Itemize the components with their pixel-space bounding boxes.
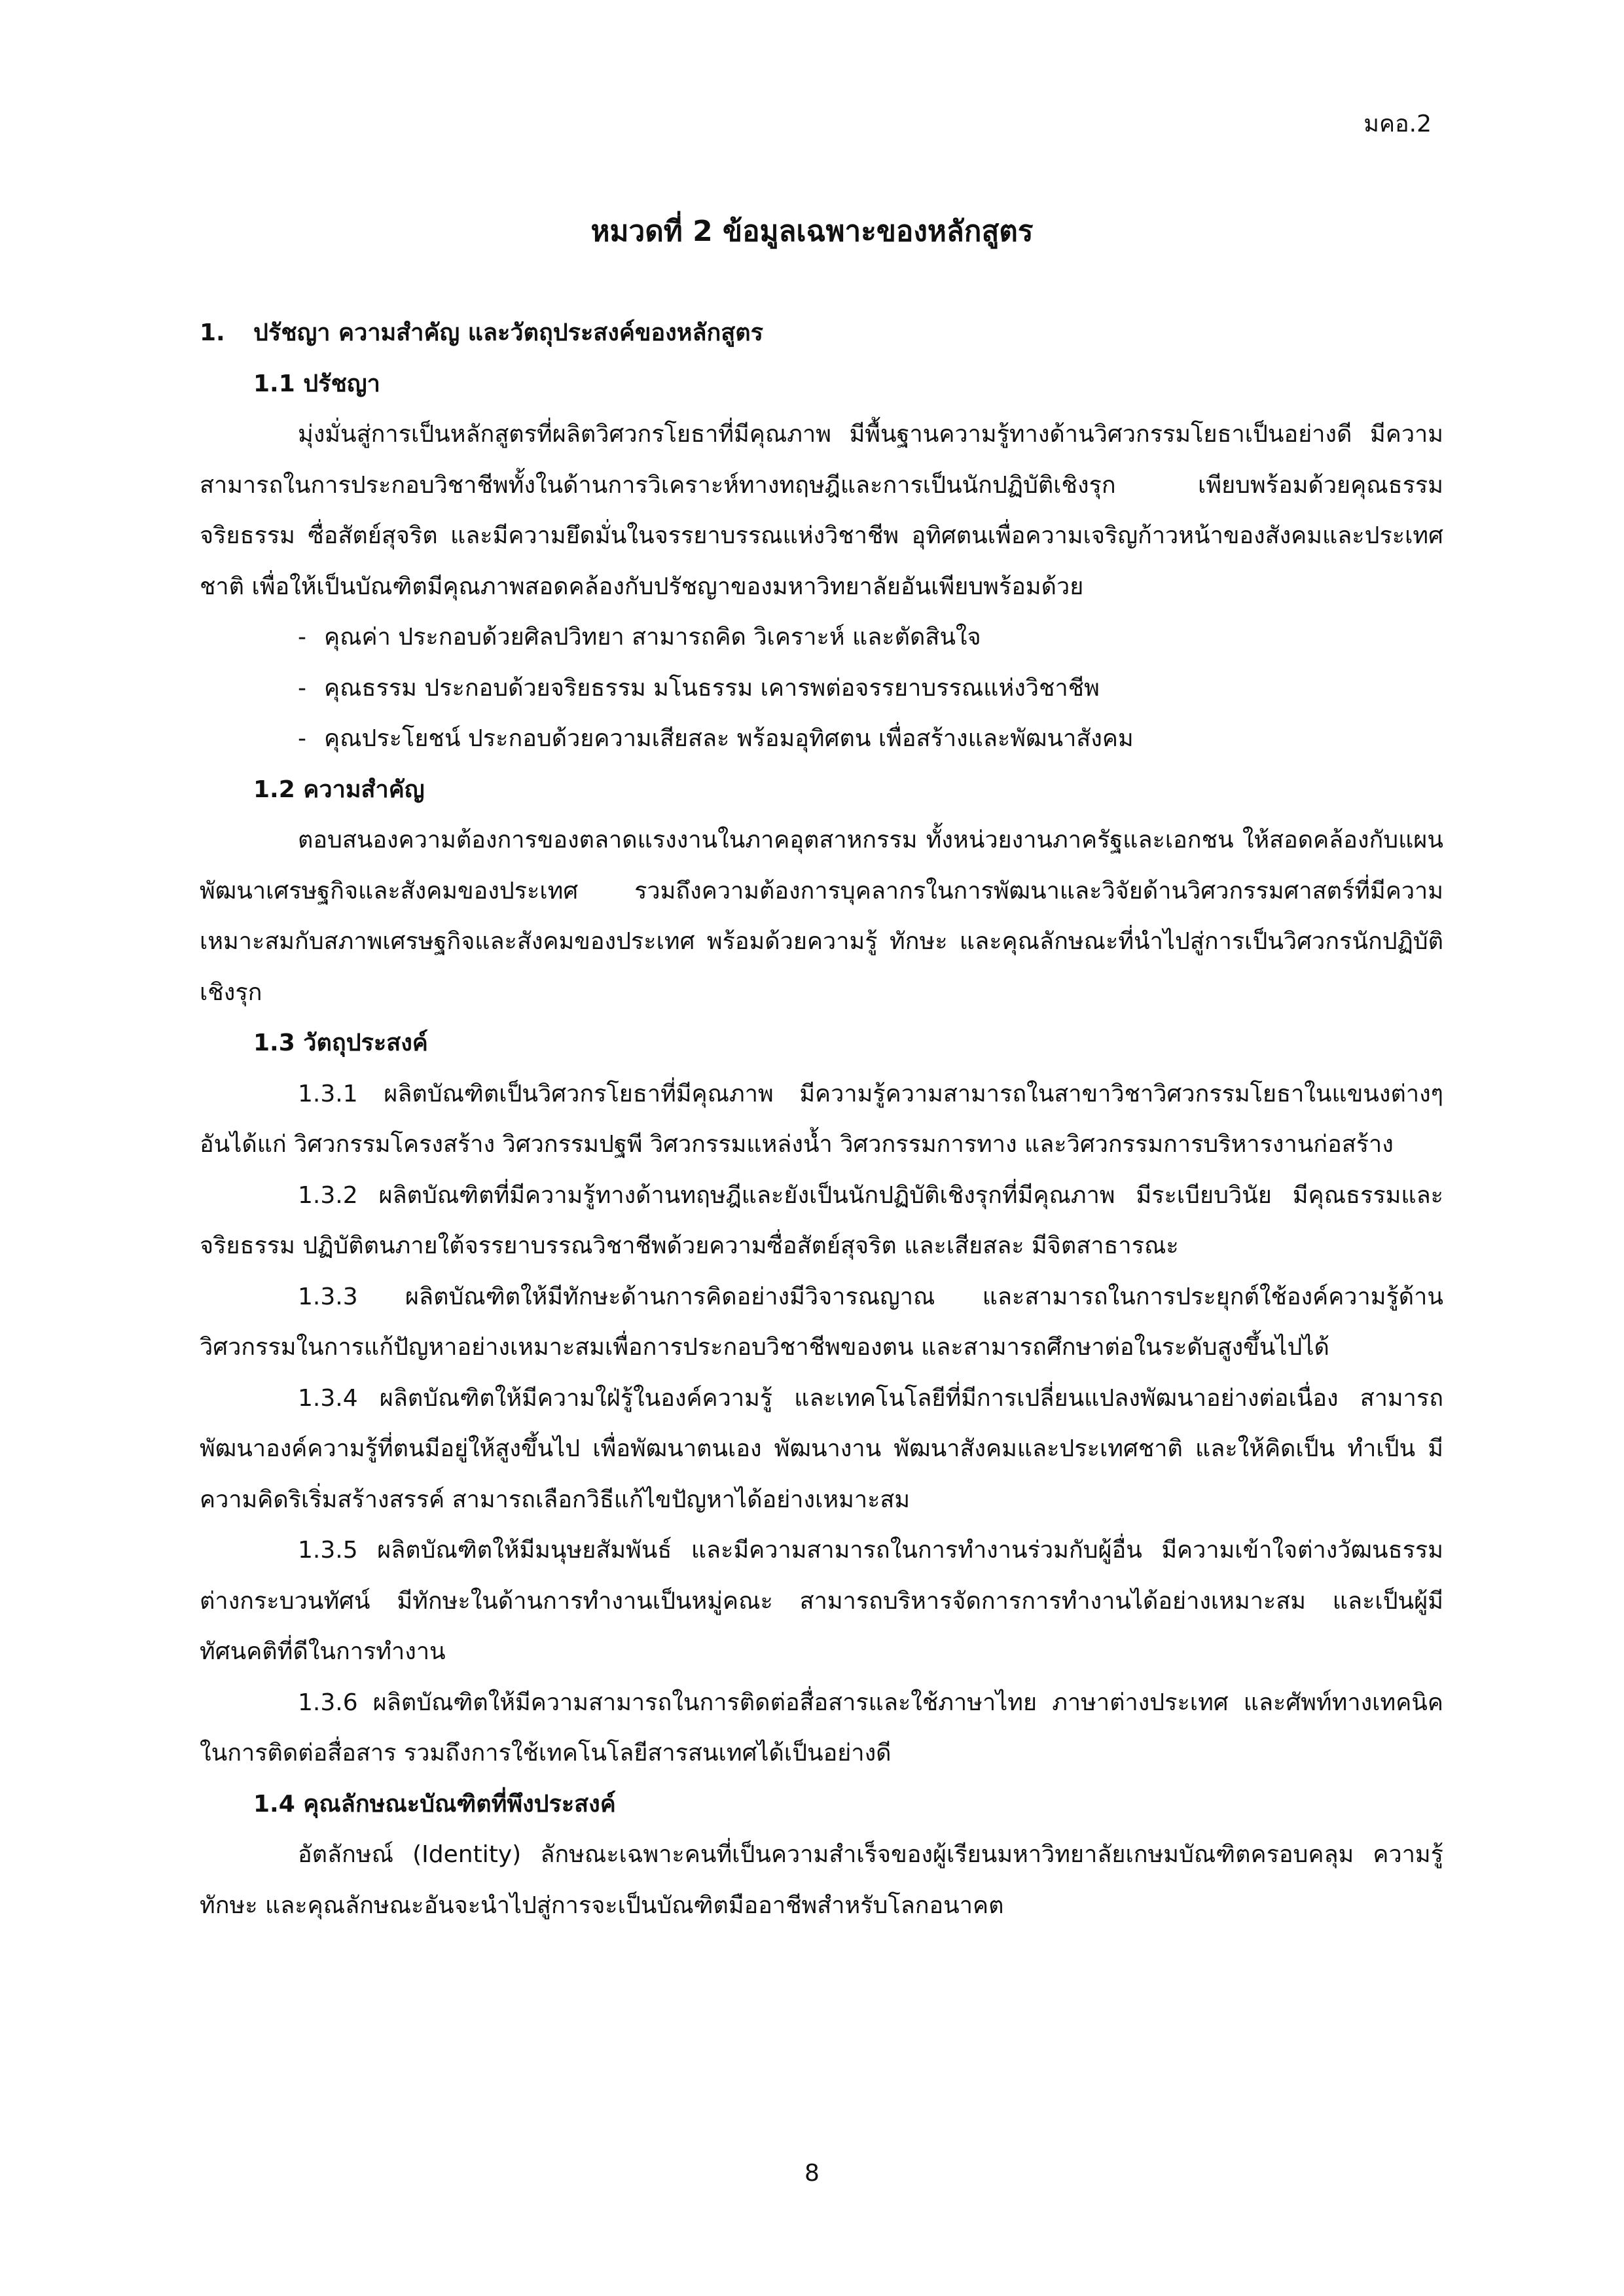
objective-paragraph: 1.3.6 ผลิตบัณฑิตให้มีความสามารถในการติดต่อสื่อสารและใช้ภาษาไทย ภาษาต่างประเทศ และศัพท์ทางเทคนิคในการติดต่อสื่อสาร รวมถึงการใช้เทคโนโลยีสารสนเทศได้เป็นอย่างดี <box>200 1689 1443 1767</box>
objective-paragraph: 1.3.1 ผลิตบัณฑิตเป็นวิศวกรโยธาที่มีคุณภาพ มีความรู้ความสามารถในสาขาวิชาวิศวกรรมโยธาในแขนงต่างๆ อันได้แก่ วิศวกรรมโครงสร้าง วิศวกรรมปฐพี วิศวกรรมแหล่งน้ำ วิศวกรรมการทาง และวิศวกรรมการบริหารงานก่อสร้าง <box>200 1080 1443 1158</box>
objective-paragraph: 1.3.4 ผลิตบัณฑิตให้มีความใฝ่รู้ในองค์ความรู้ และเทคโนโลยีที่มีการเปลี่ยนแปลงพัฒนาอย่างต่อเนื่อง สามารถพัฒนาองค์ความรู้ที่ตนมีอยู่ให้สูงขึ้นไป เพื่อพัฒนาตนเอง พัฒนางาน พัฒนาสังคมและประเทศชาติ และให้คิดเป็น ทำเป็น มีความคิดริเริ่มสร้างสรรค์ สามารถเลือกวิธีแก้ไขปัญหาได้อย่างเหมาะสม <box>200 1384 1443 1513</box>
objective-paragraph: 1.3.3 ผลิตบัณฑิตให้มีทักษะด้านการคิดอย่างมีวิจารณญาณ และสามารถในการประยุกต์ใช้องค์ความรู้ด้านวิศวกรรมในการแก้ปัญหาอย่างเหมาะสมเพื่อการประกอบวิชาชีพของตน และสามารถศึกษาต่อในระดับสูงขึ้นไปได้ <box>200 1283 1443 1361</box>
list-item: - คุณประโยชน์ ประกอบด้วยความเสียสละ พร้อมอุทิศตน เพื่อสร้างและพัฒนาสังคม <box>298 725 1134 752</box>
subsection-heading-philosophy: 1.1 ปรัชญา <box>253 370 380 397</box>
list-item: - คุณธรรม ประกอบด้วยจริยธรรม มโนธรรม เคารพต่อจรรยาบรรณแห่งวิชาชีพ <box>298 674 1100 702</box>
section-heading <box>200 308 1443 359</box>
document-body <box>200 308 1443 1931</box>
objective-paragraph: 1.3.2 ผลิตบัณฑิตที่มีความรู้ทางด้านทฤษฎีและยังเป็นนักปฏิบัติเชิงรุกที่มีคุณภาพ มีระเบียบวินัย มีคุณธรรมและจริยธรรม ปฏิบัติตนภายใต้จรรยาบรรณวิชาชีพด้วยความซื่อสัตย์สุจริต และเสียสละ มีจิตสาธารณะ <box>200 1181 1443 1259</box>
chapter-title: หมวดที่ 2 ข้อมูลเฉพาะของหลักสูตร <box>590 215 1034 248</box>
list-item-text: คุณประโยชน์ ประกอบด้วยความเสียสละ พร้อมอุทิศตน เพื่อสร้างและพัฒนาสังคม <box>324 725 1134 752</box>
subsection-heading-objectives: 1.3 วัตถุประสงค์ <box>253 1030 428 1056</box>
list-item: - คุณค่า ประกอบด้วยศิลปวิทยา สามารถคิด วิเคราะห์ และตัดสินใจ <box>298 624 981 651</box>
section-number: 1. <box>200 319 225 346</box>
identity-paragraph: อัตลักษณ์ (Identity) ลักษณะเฉพาะคนที่เป็นความสำเร็จของผู้เรียนมหาวิทยาลัยเกษมบัณฑิตครอบคลุม ความรู้ ทักษะ และคุณลักษณะอันจะนำไปสู่การจะเป็นบัณฑิตมืออาชีพสำหรับโลกอนาคต <box>200 1841 1443 1919</box>
document-code: มคอ.2 <box>1363 111 1432 137</box>
objective-paragraph: 1.3.5 ผลิตบัณฑิตให้มีมนุษยสัมพันธ์ และมีความสามารถในการทำงานร่วมกับผู้อื่น มีความเข้าใจต่างวัฒนธรรม ต่างกระบวนทัศน์ มีทักษะในด้านการทำงานเป็นหมู่คณะ สามารถบริหารจัดการการทำงานได้อย่างเหมาะสม และเป็นผู้มีทัศนคติที่ดีในการทำงาน <box>200 1537 1443 1665</box>
list-item-text: คุณค่า ประกอบด้วยศิลปวิทยา สามารถคิด วิเคราะห์ และตัดสินใจ <box>324 624 981 651</box>
subsection-heading-importance: 1.2 ความสำคัญ <box>253 776 425 803</box>
list-item-text: คุณธรรม ประกอบด้วยจริยธรรม มโนธรรม เคารพต่อจรรยาบรรณแห่งวิชาชีพ <box>324 674 1100 702</box>
importance-paragraph: ตอบสนองความต้องการของตลาดแรงงานในภาคอุตสาหกรรม ทั้งหน่วยงานภาครัฐและเอกชน ให้สอดคล้องกับแผนพัฒนาเศรษฐกิจและสังคมของประเทศ รวมถึงความต้องการบุคลากรในการพัฒนาและวิจัยด้านวิศวกรรมศาสตร์ที่มีความเหมาะสมกับสภาพเศรษฐกิจและสังคมของประเทศ พร้อมด้วยความรู้ ทักษะ และคุณลักษณะที่นำไปสู่การเป็นวิศวกรนักปฏิบัติเชิงรุก <box>200 827 1443 1006</box>
page-number: 8 <box>804 2160 820 2187</box>
philosophy-paragraph: มุ่งมั่นสู่การเป็นหลักสูตรที่ผลิตวิศวกรโยธาที่มีคุณภาพ มีพื้นฐานความรู้ทางด้านวิศวกรรมโยธาเป็นอย่างดี มีความสามารถในการประกอบวิชาชีพทั้งในด้านการวิเคราะห์ทางทฤษฎีและการเป็นนักปฏิบัติเชิงรุก เพียบพร้อมด้วยคุณธรรม จริยธรรม ซื่อสัตย์สุจริต และมีความยึดมั่นในจรรยาบรรณแห่งวิชาชีพ อุทิศตนเพื่อความเจริญก้าวหน้าของสังคมและประเทศชาติ เพื่อให้เป็นบัณฑิตมีคุณภาพสอดคล้องกับปรัชญาของมหาวิทยาลัยอันเพียบพร้อมด้วย <box>200 421 1443 600</box>
section-title: ปรัชญา ความสำคัญ และวัตถุประสงค์ของหลักสูตร <box>253 319 763 346</box>
subsection-heading-graduate-attributes: 1.4 คุณลักษณะบัณฑิตที่พึงประสงค์ <box>253 1790 616 1818</box>
